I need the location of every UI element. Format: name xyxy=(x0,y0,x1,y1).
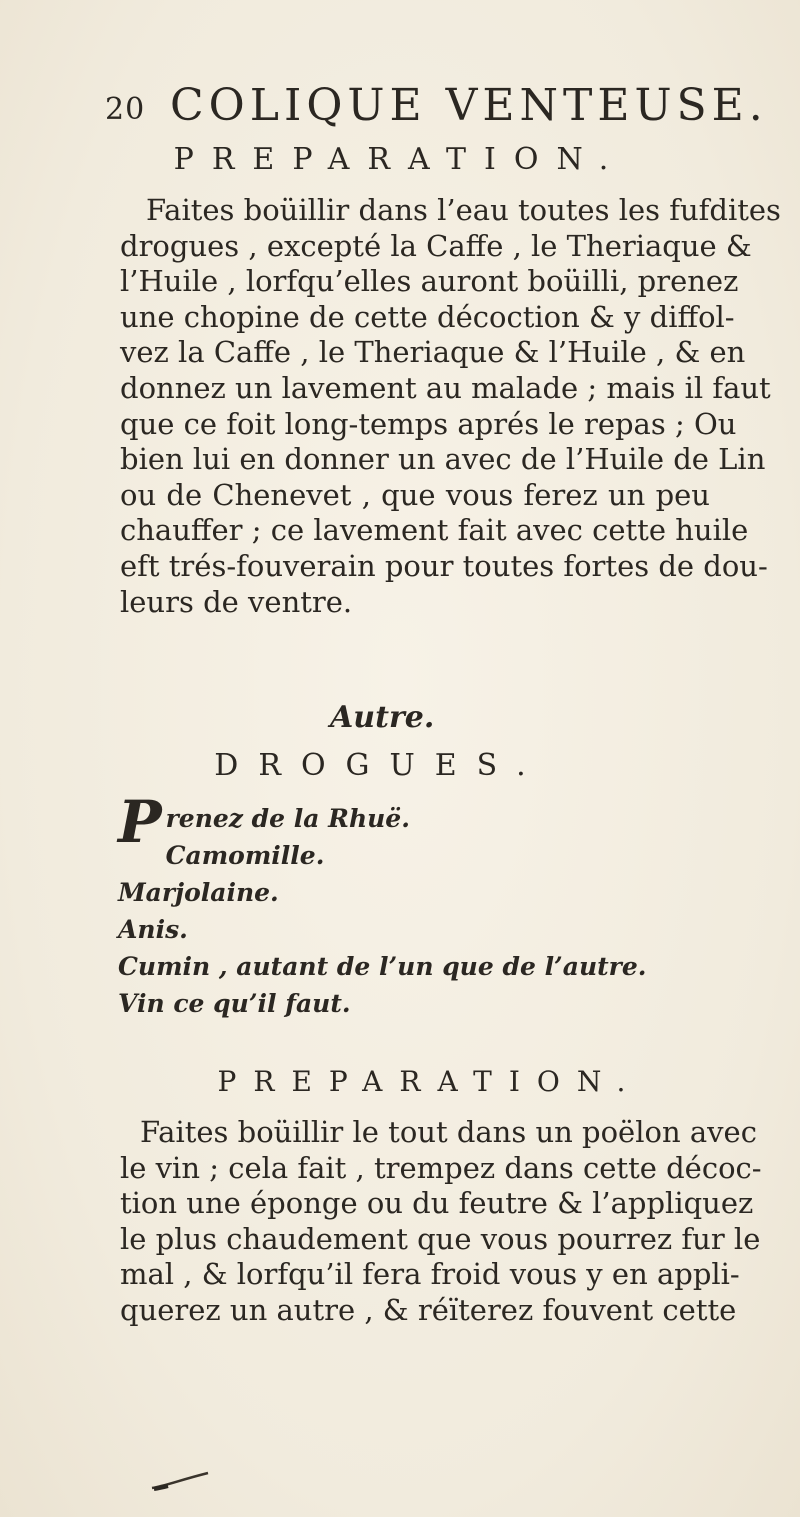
section-heading-preparation-1: PREPARATION. xyxy=(173,142,627,177)
text-line: que ce foit long-temps aprés le repas ; Ou xyxy=(120,406,737,441)
text-line: drogues , excepté la Caffe , le Theriaque & xyxy=(120,228,752,263)
list-item: Cumin , autant de l’un que de l’autre. xyxy=(118,952,647,981)
text-line: une chopine de cette décoction & y diffol- xyxy=(120,299,735,334)
subheading-autre: Autre. xyxy=(330,700,435,735)
preparation-2-paragraph xyxy=(120,1115,762,1329)
running-title: COLIQUE VENTEUSE. xyxy=(170,80,768,131)
list-item: Vin ce qu’il faut. xyxy=(118,989,351,1018)
ink-mark xyxy=(150,1470,210,1492)
text-line: bien lui en donner un avec de l’Huile de Lin xyxy=(120,442,766,477)
text-line: eft trés-fouverain pour toutes fortes de dou- xyxy=(120,548,768,583)
text-line: le plus chaudement que vous pourrez fur le xyxy=(120,1221,761,1256)
list-item: Camomille. xyxy=(165,841,325,870)
text-line: l’Huile , lorfqu’elles auront boüilli, prenez xyxy=(120,264,739,299)
list-item-text: renez de la Rhuë. xyxy=(165,804,410,833)
text-line: chauffer ; ce lavement fait avec cette huile xyxy=(120,513,749,548)
text-line: Faites boüillir le tout dans un poëlon avec xyxy=(140,1115,757,1149)
text-line: querez un autre , & réïterez fouvent cette xyxy=(120,1292,737,1327)
text-line: mal , & lorfqu’il fera froid vous y en appli- xyxy=(120,1257,740,1292)
section-heading-preparation-2: PREPARATION. xyxy=(217,1065,643,1098)
page-number: 20 xyxy=(105,92,146,127)
text-line: ou de Chenevet , que vous ferez un peu xyxy=(120,477,710,512)
text-line: donnez un lavement au malade ; mais il faut xyxy=(120,370,771,405)
page-header xyxy=(105,78,768,138)
section-heading-drogues: DROGUES. xyxy=(214,748,546,783)
list-item: Marjolaine. xyxy=(118,878,279,907)
drogues-list xyxy=(118,788,738,1022)
text-line: leurs de ventre. xyxy=(120,584,353,619)
text-line: tion une éponge ou du feutre & l’appliquez xyxy=(120,1186,754,1221)
text-line: vez la Caffe , le Theriaque & l’Huile , & en xyxy=(120,335,746,370)
text-line: Faites boüillir dans l’eau toutes les fufdites xyxy=(146,193,781,227)
drop-cap: P xyxy=(118,788,162,856)
list-item: Anis. xyxy=(118,915,188,944)
text-line: le vin ; cela fait , trempez dans cette décoc- xyxy=(120,1150,762,1185)
preparation-1-paragraph xyxy=(120,193,781,620)
